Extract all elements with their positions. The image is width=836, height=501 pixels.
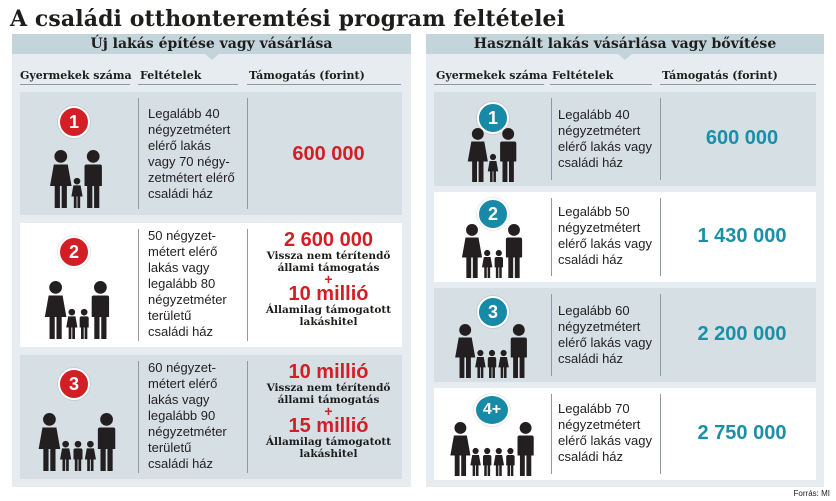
row-divider — [551, 394, 552, 474]
family-icon — [448, 324, 536, 378]
support-note: Vissza nem térítendő — [266, 250, 391, 262]
children-count-badge: 1 — [58, 106, 90, 138]
source-note: Forrás: MI — [793, 489, 830, 498]
family-icon — [462, 128, 524, 182]
conditions-text: 50 négyzet- métert elérő lakás vagy legalább 80 négyzetméter területű családi ház — [148, 228, 227, 339]
right-col-rule — [550, 84, 652, 85]
loan-amount: 10 millió — [288, 283, 369, 305]
family-icon-svg — [462, 128, 524, 182]
support-amount: 2 750 000 — [697, 422, 787, 444]
children-count-badge: 2 — [477, 198, 509, 230]
support-note: állami támogatás — [277, 262, 380, 274]
left-col-rule — [20, 84, 130, 85]
conditions-text: Legalább 40 négyzetmétert elérő lakás vagy 70 négy- zetmétert elérő családi ház — [148, 106, 235, 201]
conditions-text: Legalább 70 négyzetmétert elérő lakás vagy családi ház — [558, 401, 652, 464]
conditions-text: Legalább 60 négyzetmétert elérő lakás vagy családi ház — [558, 303, 652, 366]
row-divider — [660, 198, 661, 276]
left-row-2 — [20, 223, 402, 347]
left-banner: Új lakás építése vagy vásárlása — [12, 34, 411, 54]
left-col-children: Gyermekek száma — [20, 69, 132, 82]
row-divider — [551, 198, 552, 276]
row-divider — [247, 98, 248, 209]
row-divider — [247, 229, 248, 341]
left-col-rule — [247, 84, 401, 85]
loan-note: lakáshitel — [299, 316, 358, 328]
right-col-support: Támogatás (forint) — [662, 69, 778, 82]
family-icon — [45, 150, 109, 208]
loan-note: Államilag támogatott — [265, 436, 392, 448]
row-divider — [660, 394, 661, 474]
left-col-support: Támogatás (forint) — [249, 69, 365, 82]
loan-amount: 15 millió — [288, 415, 369, 437]
row-divider — [138, 361, 139, 473]
support-stack — [255, 231, 402, 328]
family-icon — [40, 281, 116, 339]
conditions-text: 60 négyzet- métert elérő lakás vagy legalább 90 négyzetméter területű családi ház — [148, 360, 227, 471]
right-panel — [426, 34, 824, 487]
conditions-text: Legalább 40 négyzetmétert elérő lakás vagy családi ház — [558, 107, 652, 170]
plus-sign: + — [324, 271, 333, 287]
plus-sign: + — [324, 403, 333, 419]
right-row-2 — [434, 192, 816, 282]
children-count-badge: 1 — [477, 102, 509, 134]
family-icon-svg — [40, 281, 116, 339]
support-amount: 10 millió — [288, 361, 369, 383]
row-divider — [660, 98, 661, 180]
children-count-badge: 2 — [58, 236, 90, 268]
support-stack — [255, 363, 402, 460]
loan-note: Államilag támogatott — [265, 304, 392, 316]
left-panel — [12, 34, 411, 487]
support-amount: 1 430 000 — [697, 225, 787, 247]
support-amount: 2 200 000 — [697, 323, 787, 345]
left-row-3 — [20, 355, 402, 479]
right-col-rule — [660, 84, 816, 85]
conditions-text: Legalább 50 négyzetmétert elérő lakás vagy családi ház — [558, 204, 652, 267]
page-title: A családi otthonteremtési program feltételei — [10, 6, 566, 32]
row-divider — [660, 294, 661, 376]
row-divider — [138, 98, 139, 209]
children-count-badge: 3 — [58, 368, 90, 400]
right-row-4 — [434, 388, 816, 480]
right-col-rule — [434, 84, 544, 85]
children-count-badge: 3 — [477, 296, 509, 328]
right-banner: Használt lakás vásárlása vagy bővítése — [426, 34, 824, 54]
family-icon-svg — [32, 413, 124, 471]
support-amount: 600 000 — [292, 143, 365, 165]
right-row-3 — [434, 288, 816, 382]
family-icon — [32, 413, 124, 471]
loan-note: lakáshitel — [299, 448, 358, 460]
family-icon-svg — [456, 224, 530, 278]
left-row-1 — [20, 92, 402, 215]
right-col-children: Gyermekek száma — [436, 69, 548, 82]
family-icon-svg — [448, 324, 536, 378]
support-note: Vissza nem térítendő — [266, 382, 391, 394]
support-amount: 2 600 000 — [284, 229, 373, 251]
support-amount: 600 000 — [705, 127, 779, 149]
right-row-1 — [434, 92, 816, 186]
family-icon-svg — [440, 422, 546, 476]
support-note: állami támogatás — [277, 394, 380, 406]
children-count-badge: 4+ — [474, 394, 510, 426]
family-icon — [440, 422, 546, 476]
right-col-conditions: Feltételek — [552, 69, 614, 82]
row-divider — [551, 294, 552, 376]
row-divider — [138, 229, 139, 341]
left-col-rule — [138, 84, 238, 85]
family-icon-svg — [45, 150, 109, 208]
left-col-conditions: Feltételek — [140, 69, 202, 82]
row-divider — [247, 361, 248, 473]
row-divider — [551, 98, 552, 180]
family-icon — [456, 224, 530, 278]
